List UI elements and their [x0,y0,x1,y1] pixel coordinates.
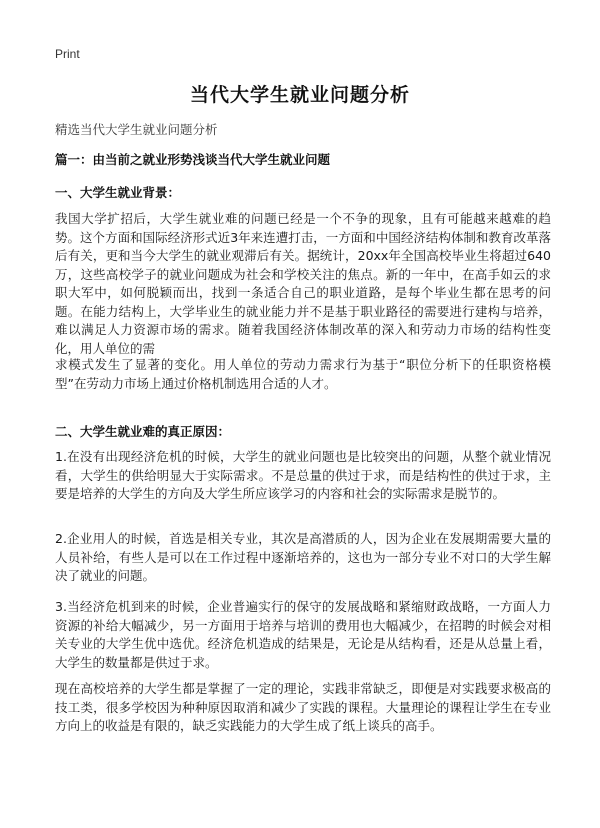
paragraph: 我国大学扩招后，大学生就业难的问题已经是一个不争的现象，且有可能越来越难的趋势。这个方面和国际经济形式近3年来连遭打击，一方面和中国经济结构体制和教育改革落后有关，更和当今大学生的就业观滞后有关。据统计，20xx年全国高校毕业生将超过640万，这些高校学子的就业问题成为社会和学校关注的焦点。新的一年中，在高手如云的求职大军中，如何脱颖而出，找到一条适合自己的职业道路，是每个毕业生都在思考的问题。在能力结构上，大学毕业生的就业能力并不是基于职业路径的需要进行建构与培养，难以满足人力资源市场的需求。随着我国经济体制改革的深入和劳动力市场的结构性变化，用人单位的需 [55,211,551,356]
print-link[interactable]: Print [55,47,80,61]
paragraph: 1.在没有出现经济危机的时候，大学生的就业问题也是比较突出的问题，从整个就业情况看，大学生的供给明显大于实际需求。不是总量的供过于求，而是结构性的供过于求，主要是培养的大学生的方向及大学生所应该学习的内容和社会的实际需求是脱节的。 [55,449,551,501]
document-title: 当代大学生就业问题分析 [189,84,410,106]
section-heading-background: 一、大学生就业背景： [55,185,181,200]
paragraph: 现在高校培养的大学生都是掌握了一定的理论，实践非常缺乏，即便是对实践要求极高的技工类，很多学校因为种种原因取消和减少了实践的课程。大量理论的课程让学生在专业方向上的收益是有限的，缺乏实践能力的大学生成了纸上谈兵的高手。 [55,681,551,733]
section-heading-causes: 二、大学生就业难的真正原因： [55,424,231,439]
paragraph: 2.企业用人的时候，首选是相关专业，其次是高潜质的人，因为企业在发展期需要大量的人员补给，有些人是可以在工作过程中逐渐培养的，这也为一部分专业不对口的大学生解决了就业的问题。 [55,531,551,583]
paragraph: 求模式发生了显著的变化。用人单位的劳动力需求行为基于“职位分析下的任职资格模型”在劳动力市场上通过价格机制选用合适的人才。 [55,357,551,391]
document-subtitle: 精选当代大学生就业问题分析 [55,122,218,137]
paragraph: 3.当经济危机到来的时候，企业普遍实行的保守的发展战略和紧缩财政战略，一方面人力资源的补给大幅减少，另一方面用于培养与培训的费用也大幅减少，在招聘的时候会对相关专业的大学生优中选优。经济危机造成的结果是，无论是从结构看，还是从总量上看，大学生的数量都是供过于求。 [55,599,551,670]
article-heading: 篇一：由当前之就业形势浅谈当代大学生就业问题 [55,152,331,167]
